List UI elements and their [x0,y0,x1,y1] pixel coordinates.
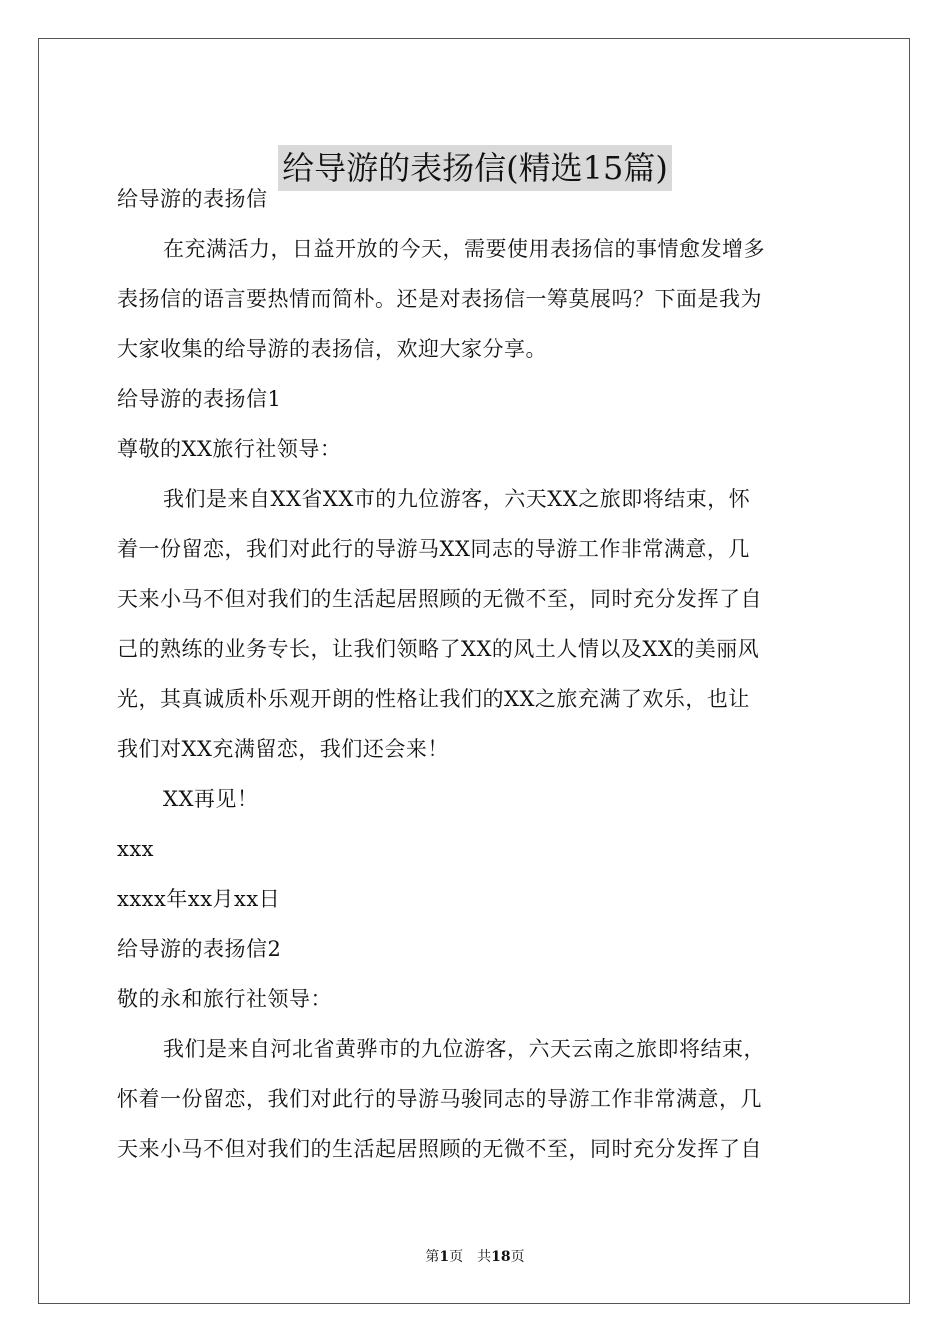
footer-total-pages: 18 [491,1249,511,1265]
paragraph-line: 在充满活力，日益开放的今天，需要使用表扬信的事情愈发增多 [163,237,765,261]
page-border [38,38,910,1304]
footer-page-suffix: 页 [449,1249,464,1265]
paragraph-line: 天来小马不但对我们的生活起居照顾的无微不至，同时充分发挥了自 [117,1137,762,1161]
date-line: xxxx年xx月xx日 [117,887,281,911]
closing-line: XX再见！ [163,787,259,811]
paragraph-line: 大家收集的给导游的表扬信，欢迎大家分享。 [117,337,547,361]
section-heading: 给导游的表扬信1 [117,387,282,411]
paragraph-line: 表扬信的语言要热情而简朴。还是对表扬信一筹莫展吗？下面是我为 [117,287,762,311]
section-heading: 给导游的表扬信 [117,187,268,211]
paragraph-line: 怀着一份留恋，我们对此行的导游马骏同志的导游工作非常满意，几 [117,1087,762,1111]
footer-total-prefix: 共 [477,1249,492,1265]
section-heading: 给导游的表扬信2 [117,937,282,961]
paragraph-line: 光，其真诚质朴乐观开朗的性格让我们的XX之旅充满了欢乐，也让 [117,687,750,711]
paragraph-line: 天来小马不但对我们的生活起居照顾的无微不至，同时充分发挥了自 [117,587,762,611]
page-footer [0,1247,950,1267]
footer-prefix: 第 [425,1249,440,1265]
paragraph-line: 己的熟练的业务专长，让我们领略了XX的风土人情以及XX的美丽风 [117,637,760,661]
footer-page-number: 1 [439,1249,450,1265]
document-title: 给导游的表扬信(精选15篇) [278,145,672,191]
paragraph-line: 着一份留恋，我们对此行的导游马XX同志的导游工作非常满意，几 [117,537,750,561]
salutation: 尊敬的XX旅行社领导： [117,437,342,461]
paragraph-line: 我们是来自XX省XX市的九位游客，六天XX之旅即将结束，怀 [163,487,751,511]
footer-total-suffix: 页 [510,1249,525,1265]
salutation: 敬的永和旅行社领导： [117,987,332,1011]
paragraph-line: 我们对XX充满留恋，我们还会来！ [117,737,449,761]
paragraph-line: 我们是来自河北省黄骅市的九位游客，六天云南之旅即将结束， [163,1037,765,1061]
signature: xxx [117,837,155,861]
